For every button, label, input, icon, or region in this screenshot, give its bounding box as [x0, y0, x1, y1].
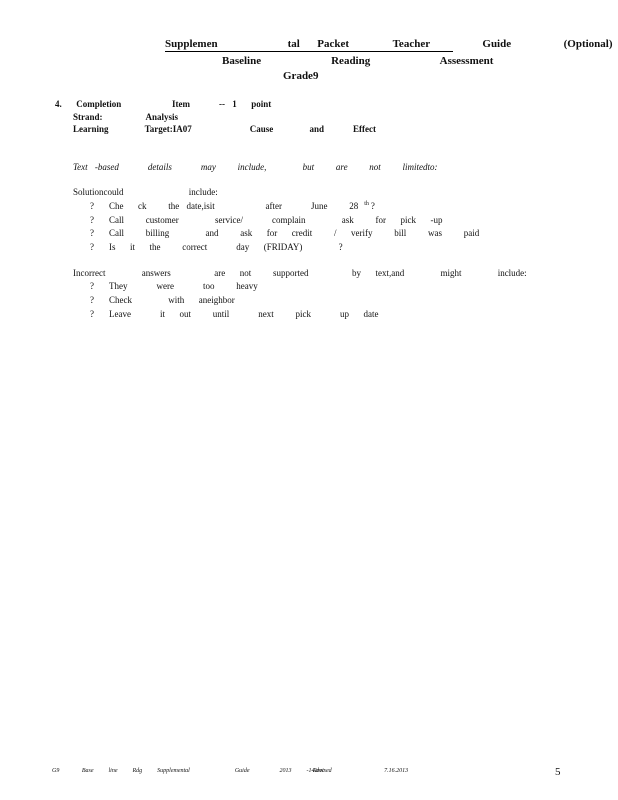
item-heading: 4. Completion Item -- 1 point — [55, 99, 272, 109]
solution-item: Call billing and ask for credit / verify bill was paid — [109, 228, 480, 238]
footer-revised: Revised 7.16.2013 — [313, 768, 409, 774]
incorrect-heading: Incorrect answers are not supported by text,and might include: — [73, 268, 527, 278]
document-title: Supplemen tal Packet Teacher Guide (Optional) — [165, 38, 613, 50]
solutions-heading: Solutioncould include: — [73, 187, 218, 197]
solution-item: Call customer service/ complain ask for pick -up — [109, 215, 443, 225]
bullet-icon: ? — [90, 281, 94, 291]
bullet-icon: ? — [90, 295, 94, 305]
page-number: 5 — [555, 766, 561, 778]
grade-label: Grade9 — [283, 70, 319, 82]
intro-text: Text -based details may include, but are not limitedto: — [73, 162, 438, 172]
footer-filename: G9 Base line Rdg Supplemental Guide 2013 -14.doc — [52, 768, 325, 774]
learning-target-label: Learning Target:IA07 Cause and Effect — [73, 124, 376, 134]
strand-label: Strand: Analysis — [73, 112, 179, 122]
incorrect-item: They were too heavy — [109, 281, 258, 291]
bullet-icon: ? — [90, 309, 94, 319]
bullet-icon: ? — [90, 215, 94, 225]
incorrect-item: Leave it out until next pick up date — [109, 309, 379, 319]
bullet-icon: ? — [90, 201, 94, 211]
incorrect-item: Check with aneighbor — [109, 295, 235, 305]
bullet-icon: ? — [90, 228, 94, 238]
solution-item: Is it the correct day (FRIDAY) ? — [109, 242, 343, 252]
solution-item-text: Che ck the date,isit after June 28 — [109, 201, 359, 211]
question-mark: ? — [370, 201, 375, 211]
bullet-icon: ? — [90, 242, 94, 252]
superscript-text: th — [364, 201, 369, 207]
solution-item — [109, 201, 375, 211]
document-subtitle: Baseline Reading Assessment — [222, 55, 494, 67]
